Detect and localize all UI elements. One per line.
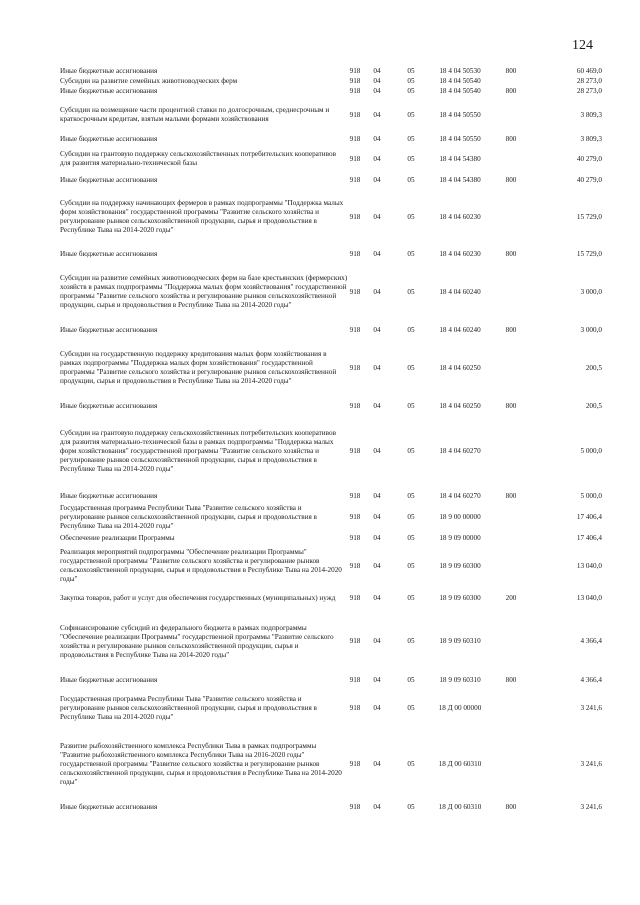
row-name: Иные бюджетные ассигнования (60, 249, 158, 258)
row-amount: 3 241,6 (580, 803, 602, 811)
row-grbs: 918 (349, 86, 361, 95)
table-row (60, 412, 602, 490)
row-target-article: 18 9 09 60300 (439, 594, 481, 602)
row-expense-type (490, 686, 532, 731)
row-name: Государственная программа Республики Тыва "Развитие сельского хозяйства и регулирование рынков сельскохозяйственной продукции, сырья и продовольствия в Республике Тыва на 2014-2020 годы" (60, 503, 317, 530)
row-subsection: 05 (407, 561, 415, 570)
row-target-article: 18 9 09 60300 (439, 561, 481, 570)
row-target-article: 18 4 04 50550 (439, 134, 481, 143)
row-expense-type (490, 544, 532, 588)
row-grbs: 918 (349, 533, 361, 542)
row-expense-type (490, 502, 532, 532)
row-section: 04 (373, 287, 381, 296)
row-amount: 28 273,0 (576, 76, 602, 85)
row-grbs: 918 (349, 446, 361, 455)
row-name: Субсидии на грантовую поддержку сельскохозяйственных потребительских кооперативов для развития материально-технической базы (60, 150, 336, 167)
row-name: Иные бюджетные ассигнования (60, 675, 158, 684)
row-expense-type: 800 (505, 134, 517, 143)
row-expense-type: 800 (505, 803, 517, 811)
row-expense-type: 800 (505, 675, 517, 684)
row-section: 04 (373, 110, 381, 119)
page-number: 124 (572, 38, 593, 53)
row-target-article: 18 4 04 60230 (439, 212, 481, 221)
row-section: 04 (373, 759, 381, 768)
row-target-article: 18 4 04 50550 (439, 110, 481, 119)
row-name: Обеспечение реализации Программы (60, 533, 175, 542)
row-target-article: 18 4 04 60270 (439, 491, 481, 500)
row-amount: 3 809,3 (580, 134, 602, 143)
row-grbs: 918 (349, 134, 361, 143)
row-subsection: 05 (407, 637, 415, 645)
row-amount: 60 469,0 (576, 66, 602, 75)
row-expense-type (490, 532, 532, 544)
row-expense-type (490, 186, 532, 248)
row-name: Государственная программа Республики Тыва "Развитие сельского хозяйства и регулирование рынков сельскохозяйственной продукции, сырья и продовольствия в Республике Тыва на 2014-2020 годы" (60, 695, 317, 721)
row-grbs: 918 (349, 175, 361, 184)
table-row (60, 400, 602, 412)
budget-table-body (60, 66, 602, 818)
row-target-article: 18 4 04 50530 (439, 66, 481, 75)
row-subsection: 05 (407, 134, 415, 143)
table-row (60, 674, 602, 686)
row-subsection: 05 (407, 325, 415, 334)
row-name: Субсидии на поддержку начинающих фермеров в рамках подпрограммы "Поддержка малых форм хозяйствования" государственной программы "Развитие сельского хозяйства и регулирование рынков сельскохозяйственной продукции, сырья и продовольствия в Республике Тыва на 2014-2020 годы" (60, 199, 344, 234)
row-expense-type (490, 412, 532, 490)
row-target-article: 18 4 04 60250 (439, 363, 481, 372)
row-amount: 5 000,0 (580, 446, 602, 455)
row-subsection: 05 (407, 704, 415, 712)
row-name: Субсидии на грантовую поддержку сельскохозяйственных потребительских кооперативов для развития материально-технической базы в рамках подпрограммы "Поддержка малых форм хозяйствования" государственной программы "Развитие сельского хозяйства и регулирование рынков сельскохозяйственной продукции, сырья и продовольствия в Республике Тыва на 2014-2020 годы" (60, 428, 336, 473)
row-amount: 28 273,0 (576, 86, 602, 95)
table-row (60, 144, 602, 174)
row-amount: 15 729,0 (576, 212, 602, 221)
row-amount: 17 406,4 (576, 533, 602, 542)
table-row (60, 96, 602, 134)
row-target-article: 18 9 09 60310 (439, 637, 481, 645)
row-section: 04 (373, 401, 381, 410)
row-target-article: 18 4 04 50540 (439, 76, 481, 85)
row-subsection: 05 (407, 533, 415, 542)
row-grbs: 918 (349, 594, 361, 602)
table-row (60, 174, 602, 186)
row-subsection: 05 (407, 212, 415, 221)
row-subsection: 05 (407, 66, 415, 75)
row-section: 04 (373, 446, 381, 455)
row-section: 04 (373, 212, 381, 221)
table-row (60, 86, 602, 96)
row-name: Субсидии на развитие семейных животноводческих ферм на базе крестьянских (фермерских) хозяйств в рамках подпрограммы "Поддержка малых форм хозяйствования" государственной программы "Развитие сельского хозяйства и регулирование рынков сельскохозяйственной продукции, сырья и продовольствия в Республике Тыва на 2014-2020 годы" (60, 274, 348, 309)
row-target-article: 18 9 09 60310 (439, 675, 481, 684)
row-name: Закупка товаров, работ и услуг для обеспечения государственных (муниципальных) нужд (60, 594, 336, 602)
row-subsection: 05 (407, 401, 415, 410)
row-amount: 4 366,4 (580, 675, 602, 684)
row-grbs: 918 (349, 325, 361, 334)
row-section: 04 (373, 249, 381, 258)
row-target-article: 18 4 04 60250 (439, 401, 481, 410)
table-row (60, 731, 602, 797)
row-section: 04 (373, 134, 381, 143)
row-section: 04 (373, 512, 381, 521)
row-target-article: 18 Д 00 00000 (438, 704, 482, 712)
row-grbs: 918 (349, 154, 361, 163)
row-subsection: 05 (407, 363, 415, 372)
row-name: Иные бюджетные ассигнования (60, 325, 158, 334)
table-row (60, 609, 602, 674)
table-row (60, 260, 602, 324)
table-row (60, 588, 602, 609)
row-name: Иные бюджетные ассигнования (60, 491, 158, 500)
row-amount: 5 000,0 (580, 491, 602, 500)
row-name: Иные бюджетные ассигнования (60, 175, 158, 184)
row-amount: 40 279,0 (576, 175, 602, 184)
row-target-article: 18 4 04 60240 (439, 325, 481, 334)
row-subsection: 05 (407, 287, 415, 296)
row-section: 04 (373, 561, 381, 570)
row-subsection: 05 (407, 491, 415, 500)
row-grbs: 918 (349, 66, 361, 75)
row-expense-type (490, 76, 532, 86)
table-row (60, 490, 602, 502)
row-target-article: 18 9 00 00000 (439, 512, 481, 521)
row-section: 04 (373, 86, 381, 95)
row-subsection: 05 (407, 446, 415, 455)
row-grbs: 918 (349, 637, 361, 645)
row-grbs: 918 (349, 561, 361, 570)
row-subsection: 05 (407, 110, 415, 119)
row-grbs: 918 (349, 76, 361, 85)
row-subsection: 05 (407, 76, 415, 85)
row-section: 04 (373, 803, 381, 811)
row-section: 04 (373, 533, 381, 542)
row-section: 04 (373, 154, 381, 163)
row-name: Иные бюджетные ассигнования (60, 86, 158, 95)
table-row (60, 186, 602, 248)
row-grbs: 918 (349, 491, 361, 500)
table-row (60, 336, 602, 400)
row-subsection: 05 (407, 512, 415, 521)
row-subsection: 05 (407, 803, 415, 811)
row-subsection: 05 (407, 175, 415, 184)
row-section: 04 (373, 76, 381, 85)
row-name: Субсидии на возмещение части процентной ставки по долгосрочным, среднесрочным и краткосрочным кредитам, взятым малыми формами хозяйствования (60, 106, 330, 123)
row-target-article: 18 Д 00 60310 (438, 759, 482, 768)
row-target-article: 18 Д 00 60310 (438, 803, 482, 811)
row-amount: 200,5 (585, 363, 602, 372)
row-subsection: 05 (407, 154, 415, 163)
row-section: 04 (373, 491, 381, 500)
row-expense-type (490, 260, 532, 324)
row-expense-type: 800 (505, 249, 517, 258)
budget-table (60, 66, 602, 818)
row-grbs: 918 (349, 675, 361, 684)
row-amount: 3 000,0 (580, 287, 602, 296)
row-target-article: 18 4 04 54380 (439, 154, 481, 163)
table-row (60, 248, 602, 260)
row-section: 04 (373, 594, 381, 602)
row-section: 04 (373, 175, 381, 184)
row-expense-type: 800 (505, 66, 517, 75)
row-expense-type: 800 (505, 401, 517, 410)
row-expense-type: 800 (505, 491, 517, 500)
row-name: Иные бюджетные ассигнования (60, 803, 158, 811)
table-row (60, 324, 602, 336)
row-grbs: 918 (349, 803, 361, 811)
row-target-article: 18 4 04 60240 (439, 287, 481, 296)
row-subsection: 05 (407, 594, 415, 602)
row-name: Иные бюджетные ассигнования (60, 134, 158, 143)
row-expense-type (490, 731, 532, 797)
row-amount: 15 729,0 (576, 249, 602, 258)
row-expense-type (490, 96, 532, 134)
row-expense-type (490, 144, 532, 174)
row-name: Иные бюджетные ассигнования (60, 401, 158, 410)
row-section: 04 (373, 325, 381, 334)
row-amount: 4 366,4 (580, 637, 602, 645)
row-expense-type: 800 (505, 175, 517, 184)
row-name: Субсидии на государственную поддержку кредитования малых форм хозяйствования в рамках подпрограммы "Поддержка малых форм хозяйствования" государственной программы "Развитие сельского хозяйства и регулирование рынков сельскохозяйственной продукции, сырья и продовольствия в Республике Тыва на 2014-2020 годы" (60, 350, 337, 385)
row-section: 04 (373, 66, 381, 75)
row-section: 04 (373, 363, 381, 372)
table-row (60, 134, 602, 144)
row-section: 04 (373, 637, 381, 645)
row-grbs: 918 (349, 759, 361, 768)
row-expense-type (490, 336, 532, 400)
row-section: 04 (373, 704, 381, 712)
row-subsection: 05 (407, 86, 415, 95)
row-name: Софинансирование субсидий из федерального бюджета в рамках подпрограммы "Обеспечение реализации Программы" государственной программы "Развитие сельского хозяйства и регулирование рынков сельскохозяйственной продукции, сырья и продовольствия в Республике Тыва на 2014-2020 годы" (60, 623, 334, 659)
row-amount: 13 040,0 (576, 561, 602, 570)
table-row (60, 544, 602, 588)
table-row (60, 76, 602, 86)
row-grbs: 918 (349, 363, 361, 372)
row-name: Развитие рыбохозяйственного комплекса Республики Тыва в рамках подпрограммы "Развитие рыбохозяйственного комплекса Республики Тыва на 2016-2020 годы" государственной программы "Развитие сельского хозяйства и регулирование рынков сельскохозяйственной продукции, сырья и продовольствия в Республике Тыва на 2014-2020 годы" (60, 741, 342, 786)
row-subsection: 05 (407, 759, 415, 768)
row-target-article: 18 4 04 60270 (439, 446, 481, 455)
row-name: Субсидии на развитие семейных животноводческих ферм (60, 76, 238, 85)
row-amount: 3 000,0 (580, 325, 602, 334)
row-amount: 3 241,6 (580, 759, 602, 768)
row-expense-type (490, 609, 532, 674)
table-row (60, 532, 602, 544)
row-amount: 200,5 (585, 401, 602, 410)
table-row (60, 797, 602, 818)
row-grbs: 918 (349, 249, 361, 258)
row-amount: 13 040,0 (576, 594, 602, 602)
row-subsection: 05 (407, 675, 415, 684)
table-row (60, 502, 602, 532)
row-subsection: 05 (407, 249, 415, 258)
row-target-article: 18 9 09 00000 (439, 533, 481, 542)
row-amount: 3 241,6 (580, 704, 602, 712)
row-expense-type: 800 (505, 86, 517, 95)
row-grbs: 918 (349, 512, 361, 521)
row-amount: 3 809,3 (580, 110, 602, 119)
row-grbs: 918 (349, 212, 361, 221)
row-section: 04 (373, 675, 381, 684)
row-expense-type: 200 (505, 594, 517, 602)
row-target-article: 18 4 04 60230 (439, 249, 481, 258)
row-amount: 40 279,0 (576, 154, 602, 163)
row-grbs: 918 (349, 110, 361, 119)
row-grbs: 918 (349, 704, 361, 712)
row-name: Иные бюджетные ассигнования (60, 66, 158, 75)
row-grbs: 918 (349, 401, 361, 410)
table-row (60, 66, 602, 76)
row-target-article: 18 4 04 54380 (439, 175, 481, 184)
row-target-article: 18 4 04 50540 (439, 86, 481, 95)
row-name: Реализация мероприятий подпрограммы "Обеспечение реализации Программы" государственной программы "Развитие сельского хозяйства и регулирование рынков сельскохозяйственной продукции, сырья и продовольствия в Республике Тыва на 2014-2020 годы" (60, 548, 342, 583)
row-grbs: 918 (349, 287, 361, 296)
table-row (60, 686, 602, 731)
row-amount: 17 406,4 (576, 512, 602, 521)
row-expense-type: 800 (505, 325, 517, 334)
